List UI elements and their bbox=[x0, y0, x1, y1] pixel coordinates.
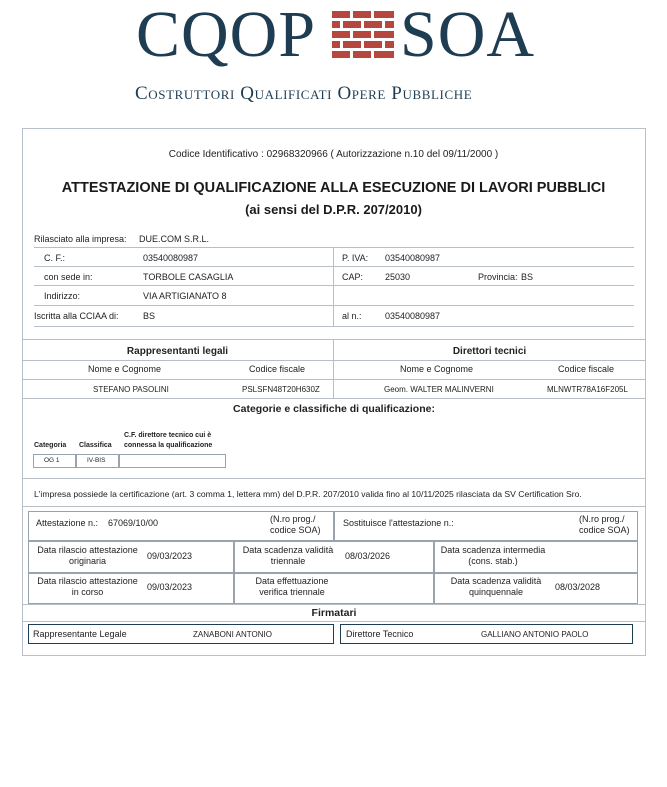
provincia-value: BS bbox=[521, 272, 534, 282]
dt-label: Direttore Tecnico bbox=[346, 629, 414, 639]
divider bbox=[22, 621, 646, 622]
divider bbox=[22, 604, 646, 605]
legali-heading: Rappresentanti legali bbox=[126, 346, 229, 357]
rl-value: ZANABONI ANTONIO bbox=[193, 630, 272, 639]
logo-tagline: Costruttori Qualificati Opere Pubbliche bbox=[135, 83, 473, 104]
attestazione-prog-line1: (N.ro prog./ bbox=[270, 514, 316, 524]
divider bbox=[34, 266, 634, 267]
logo-text-right: SOA bbox=[400, 0, 536, 71]
aln-value: 03540080987 bbox=[385, 311, 441, 321]
ril-orig-line2: originaria bbox=[68, 556, 107, 566]
tecnici-heading: Direttori tecnici bbox=[452, 346, 527, 357]
brick-wall-icon bbox=[332, 10, 394, 60]
certificazione-text: L'impresa possiede la certificazione (art. 3 comma 1, lettera mm) del D.P.R. 207/2010 valida fino al 10/11/2025 rilasciata da SV Certification Sro. bbox=[34, 489, 582, 499]
categorie-cls: IV-BIS bbox=[87, 457, 106, 464]
document-title: ATTESTAZIONE DI QUALIFICAZIONE ALLA ESECUZIONE DI LAVORI PUBBLICI bbox=[61, 180, 606, 196]
divider bbox=[22, 379, 646, 380]
rl-label: Rappresentante Legale bbox=[33, 629, 127, 639]
divider bbox=[22, 360, 646, 361]
divider bbox=[22, 398, 646, 399]
indirizzo-label: Indirizzo: bbox=[44, 291, 81, 301]
ril-corso-value: 09/03/2023 bbox=[147, 582, 193, 592]
cap-label: CAP: bbox=[342, 272, 364, 282]
categorie-heading: Categorie e classifiche di qualificazione: bbox=[233, 403, 435, 415]
indirizzo-value: VIA ARTIGIANATO 8 bbox=[143, 291, 227, 301]
verif-line1: Data effettuazione bbox=[255, 576, 329, 586]
tecnici-name: Geom. WALTER MALINVERNI bbox=[384, 385, 494, 394]
rilasciato-value: DUE.COM S.R.L. bbox=[139, 234, 210, 244]
scad-quin-line1: Data scadenza validità bbox=[450, 576, 542, 586]
attestazione-prog-line2: codice SOA) bbox=[270, 525, 321, 535]
legali-col-cf: Codice fiscale bbox=[249, 364, 306, 374]
codice-identificativo: Codice Identificativo : 02968320966 ( Autorizzazione n.10 del 09/11/2000 ) bbox=[168, 149, 499, 160]
categorie-col-cat: Categoria bbox=[34, 442, 67, 449]
legali-col-name: Nome e Cognome bbox=[88, 364, 162, 374]
tecnici-col-cf: Codice fiscale bbox=[558, 364, 615, 374]
ril-corso-line1: Data rilascio attestazione bbox=[37, 576, 138, 586]
provincia-label: Provincia: bbox=[478, 272, 518, 282]
attestazione-n-label: Attestazione n.: bbox=[36, 518, 99, 528]
dt-value: GALLIANO ANTONIO PAOLO bbox=[481, 630, 589, 639]
divider bbox=[34, 305, 634, 306]
divider bbox=[22, 339, 646, 340]
cciaa-label: Iscritta alla CCIAA di: bbox=[34, 311, 119, 321]
piva-label: P. IVA: bbox=[342, 253, 369, 263]
divider bbox=[22, 478, 646, 479]
sostituisce-label: Sostituisce l'attestazione n.: bbox=[343, 518, 454, 528]
divider bbox=[34, 247, 634, 248]
attestazione-n-value: 67069/10/00 bbox=[108, 518, 159, 528]
categorie-col-cf-line1: C.F. direttore tecnico cui è bbox=[124, 432, 212, 439]
ril-corso-line2: in corso bbox=[71, 587, 104, 597]
rilasciato-label: Rilasciato alla impresa: bbox=[34, 234, 127, 244]
cciaa-value: BS bbox=[143, 311, 156, 321]
scad-trien-line1: Data scadenza validità bbox=[242, 545, 334, 555]
categorie-col-cf-line2: connessa la qualificazione bbox=[124, 442, 213, 449]
scad-trien-value: 08/03/2026 bbox=[345, 551, 391, 561]
ril-orig-value: 09/03/2023 bbox=[147, 551, 193, 561]
verif-line2: verifica triennale bbox=[259, 587, 325, 597]
firmatari-heading: Firmatari bbox=[311, 607, 357, 619]
tecnici-col-name: Nome e Cognome bbox=[400, 364, 474, 374]
sostituisce-prog-line2: codice SOA) bbox=[579, 525, 630, 535]
header-logo bbox=[0, 0, 667, 120]
cf-cell bbox=[119, 454, 226, 468]
cf-value: 03540080987 bbox=[143, 253, 199, 263]
piva-value: 03540080987 bbox=[385, 253, 441, 263]
document-subtitle: (ai sensi del D.P.R. 207/2010) bbox=[245, 202, 422, 217]
legali-name: STEFANO PASOLINI bbox=[93, 385, 169, 394]
cf-label: C. F.: bbox=[44, 253, 66, 263]
divider bbox=[22, 506, 646, 507]
logo-text-left: CQOP bbox=[136, 0, 317, 71]
divider bbox=[34, 285, 634, 286]
categorie-cat: OG 1 bbox=[44, 457, 60, 464]
aln-label: al n.: bbox=[342, 311, 362, 321]
legali-cf: PSLSFN48T20H630Z bbox=[242, 385, 320, 394]
scad-trien-line2: triennale bbox=[270, 556, 306, 566]
sostituisce-prog-line1: (N.ro prog./ bbox=[579, 514, 625, 524]
scad-int-line1: Data scadenza intermedia bbox=[440, 545, 546, 555]
sede-value: TORBOLE CASAGLIA bbox=[143, 272, 234, 282]
categorie-col-cls: Classifica bbox=[79, 442, 112, 449]
cap-value: 25030 bbox=[385, 272, 411, 282]
scad-quin-value: 08/03/2028 bbox=[555, 582, 601, 592]
scad-int-line2: (cons. stab.) bbox=[468, 556, 518, 566]
divider bbox=[333, 248, 334, 327]
ril-orig-line1: Data rilascio attestazione bbox=[37, 545, 138, 555]
tecnici-cf: MLNWTR78A16F205L bbox=[547, 385, 628, 394]
scad-quin-line2: quinquennale bbox=[468, 587, 524, 597]
sede-label: con sede in: bbox=[44, 272, 93, 282]
divider bbox=[34, 326, 634, 327]
